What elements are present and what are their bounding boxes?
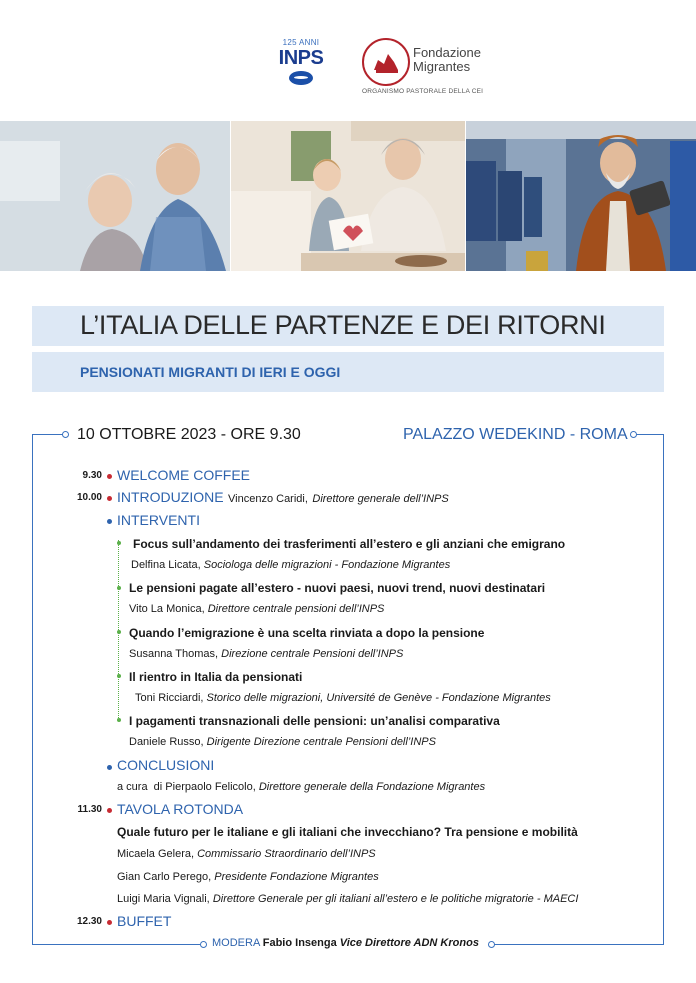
- talk-title-2: Le pensioni pagate all’estero - nuovi paesi, nuovi trend, nuovi destinatari: [129, 581, 546, 595]
- bullet-buffet: [107, 920, 112, 925]
- inps-anniversary-label: 125 ANNI: [282, 38, 320, 47]
- talk-speaker-1: Delfina Licata,: [131, 559, 201, 571]
- panel-speaker-3: Luigi Maria Vignali,: [117, 893, 210, 905]
- bullet-talk-2: [117, 586, 121, 590]
- panel-role-1: Commissario Straordinario dell’INPS: [197, 848, 376, 860]
- time-intro: 10.00: [76, 492, 102, 503]
- fondazione-migrantes-name: [413, 46, 481, 74]
- interventi-connector: [118, 540, 119, 718]
- talk-role-3: Direzione centrale Pensioni dell’INPS: [221, 648, 404, 660]
- talk-speaker-2: Vito La Monica,: [129, 603, 205, 615]
- talk-speaker-3: Susanna Thomas,: [129, 648, 219, 660]
- talk-speaker-line-5: [129, 736, 436, 748]
- panel-speaker-2: Gian Carlo Perego,: [117, 871, 212, 883]
- frame-bottom-right: [494, 944, 664, 945]
- fm-name-line1: Fondazione: [413, 45, 481, 60]
- bullet-conclusioni: [107, 765, 112, 770]
- bullet-interventi: [107, 519, 112, 524]
- talk-role-5: Dirigente Direzione centrale Pensioni dell’INPS: [206, 736, 436, 748]
- fondazione-migrantes-subtitle: ORGANISMO PASTORALE DELLA CEI: [362, 88, 484, 95]
- talk-speaker-4: Toni Ricciardi,: [135, 692, 204, 704]
- panel-line-2: [117, 871, 379, 883]
- photo-man-on-train: [466, 121, 696, 271]
- moderator-label: MODERA: [212, 937, 260, 949]
- section-tavola-rotonda: TAVOLA ROTONDA: [117, 801, 244, 817]
- talk-speaker-line-4: [135, 692, 551, 704]
- time-welcome: 9.30: [82, 470, 102, 481]
- panel-role-2: Presidente Fondazione Migrantes: [214, 871, 379, 883]
- moderator-name: Fabio Insenga: [262, 937, 337, 949]
- tavola-question: Quale futuro per le italiane e gli italiani che invecchiano? Tra pensione e mobilità: [117, 825, 578, 839]
- photo-grandmother-child: [231, 121, 466, 271]
- section-conclusioni: CONCLUSIONI: [117, 757, 215, 773]
- bullet-welcome: [107, 474, 112, 479]
- conclusioni-speaker-line: [117, 781, 485, 793]
- frame-dot-bottom-right: [488, 941, 495, 948]
- frame-left: [32, 434, 33, 945]
- inps-logo: [278, 38, 324, 85]
- intro-label: INTRODUZIONE: [117, 489, 224, 505]
- intro-role: Direttore generale dell’INPS: [312, 493, 449, 505]
- panel-line-1: [117, 848, 376, 860]
- bullet-talk-3: [117, 630, 121, 634]
- conclusioni-role: Direttore generale della Fondazione Migrantes: [258, 781, 486, 793]
- fondazione-migrantes-emblem-icon: [362, 38, 410, 86]
- talk-role-4: Storico delle migrazioni, Université de Genève - Fondazione Migrantes: [206, 692, 551, 704]
- section-welcome-coffee: WELCOME COFFEE: [117, 467, 251, 483]
- bullet-intro: [107, 496, 112, 501]
- bullet-tavola: [107, 808, 112, 813]
- time-buffet: 12.30: [76, 916, 102, 927]
- page-subtitle: PENSIONATI MIGRANTI DI IERI E OGGI: [80, 364, 341, 380]
- section-interventi: INTERVENTI: [117, 512, 200, 528]
- moderator-line: [212, 937, 479, 949]
- frame-bottom-left: [32, 944, 200, 945]
- page-title: L’ITALIA DELLE PARTENZE E DEI RITORNI: [80, 310, 606, 340]
- inps-emblem-icon: [289, 71, 313, 85]
- bullet-talk-5: [117, 718, 121, 722]
- talk-speaker-5: Daniele Russo,: [129, 736, 204, 748]
- talk-role-1: Sociologa delle migrazioni - Fondazione Migrantes: [203, 559, 451, 571]
- frame-dot-bottom-left: [200, 941, 207, 948]
- event-venue: PALAZZO WEDEKIND - ROMA: [403, 426, 628, 443]
- photo-elderly-couple: [0, 121, 230, 271]
- frame-top-left: [32, 434, 64, 435]
- photo-strip: [0, 121, 696, 271]
- time-tavola: 11.30: [77, 804, 102, 815]
- frame-top-right: [636, 434, 664, 435]
- conclusioni-speaker: a cura di Pierpaolo Felicolo,: [117, 781, 256, 793]
- inps-wordmark: INPS: [278, 47, 324, 69]
- talk-speaker-line-3: [129, 648, 403, 660]
- frame-dot-top-right: [630, 431, 637, 438]
- talk-title-4: Il rientro in Italia da pensionati: [129, 670, 303, 684]
- talk-speaker-line-2: [129, 603, 384, 615]
- talk-title-5: I pagamenti transnazionali delle pensioni: un’analisi comparativa: [129, 714, 500, 728]
- event-date: 10 OTTOBRE 2023 - ORE 9.30: [77, 426, 301, 443]
- bullet-talk-4: [117, 674, 121, 678]
- panel-speaker-1: Micaela Gelera,: [117, 848, 195, 860]
- intro-speaker: Vincenzo Caridi,: [228, 493, 308, 505]
- panel-role-3: Direttore Generale per gli italiani all’estero e le politiche migratorie - MAECI: [212, 893, 579, 905]
- frame-right: [663, 434, 664, 945]
- talk-title-3: Quando l’emigrazione è una scelta rinviata a dopo la pensione: [129, 626, 485, 640]
- talk-title-1: Focus sull’andamento dei trasferimenti all’estero e gli anziani che emigrano: [133, 537, 566, 551]
- section-buffet: BUFFET: [117, 913, 172, 929]
- panel-line-3: [117, 893, 578, 905]
- section-introduzione: [117, 489, 449, 507]
- fm-name-line2: Migrantes: [413, 59, 471, 74]
- bullet-talk-1: [117, 541, 121, 545]
- moderator-role: Vice Direttore ADN Kronos: [339, 937, 479, 949]
- talk-speaker-line-1: [131, 559, 450, 571]
- frame-dot-top-left: [62, 431, 69, 438]
- talk-role-2: Direttore centrale pensioni dell’INPS: [207, 603, 385, 615]
